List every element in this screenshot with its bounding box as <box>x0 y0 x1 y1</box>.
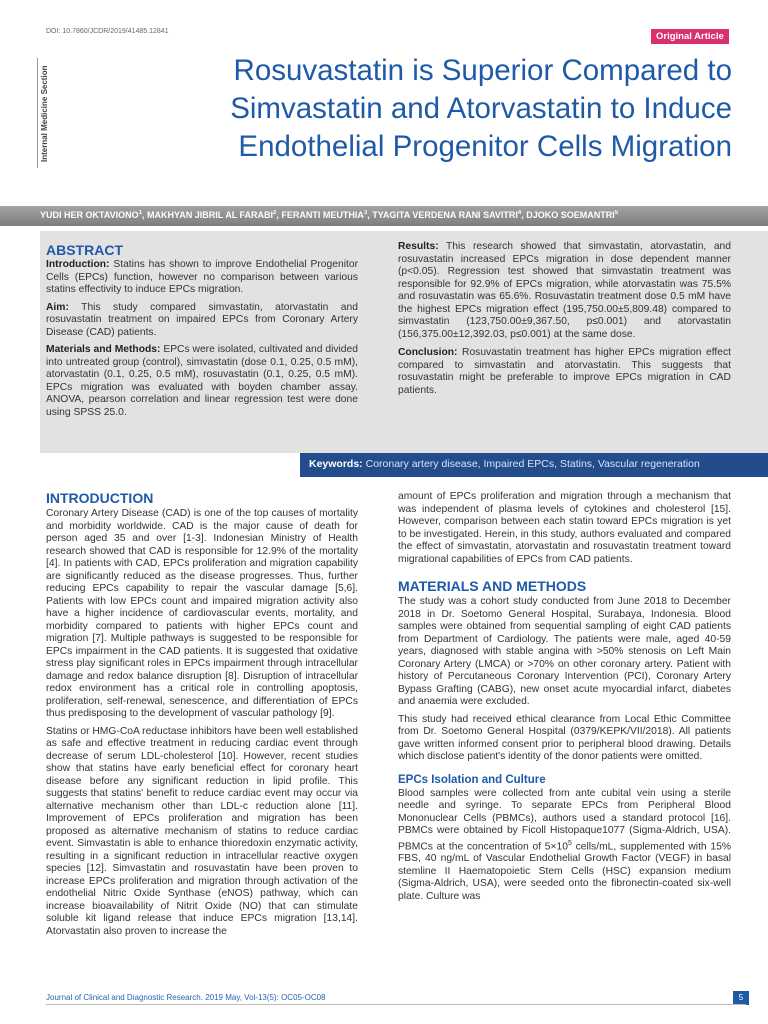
title-line-1: Rosuvastatin is Superior Compared to <box>233 54 732 87</box>
text: cells/mL, supplemented with 15% FBS, 40 ng/mL of Vascular Endothelial Growth Factor (VEGF) in basal stemline II Haematopoietic Stem Cells (HSC) expansion medium (Sigma-Aldrich, USA), were seeded onto the fibronectin-coated six-well plate. Culture was <box>398 840 731 902</box>
title-line-3: Endothelial Progenitor Cells Migration <box>238 130 732 163</box>
page-number: 5 <box>733 991 749 1005</box>
keywords <box>309 458 700 470</box>
superscript: 5 <box>567 839 572 847</box>
author-name: , FERANTI MEUTHIA <box>276 210 364 220</box>
label: Conclusion: <box>398 347 458 358</box>
methods-paragraph: The study was a cohort study conducted from June 2018 to December 2018 in Dr. Soetomo General Hospital, Surabaya, Indonesia. Blood samples were obtained from sequential sampling of eight CAD patients from Department of Cardiology. The patients were male, aged 40-59 years, diagnosed with stable angina with >50% stenosis on Left Main Coronary Artery (LMCA) or >70% on other coronary artery. Patient with history of Percutaneous Coronary Intervention (PCI), Coronary Artery Bypass Grafting (CABG), new onset acute myocardial infarct, diabetes and anaemia were excluded. <box>398 596 731 707</box>
abstract-conclusion <box>398 347 731 397</box>
epcs-isolation-heading: EPCs Isolation and Culture <box>398 773 546 786</box>
methods-heading: MATERIALS AND METHODS <box>398 578 587 594</box>
section-label-text: Internal Medicine Section <box>40 65 49 162</box>
doi-text: DOI: 10.7860/JCDR/2019/41485.12841 <box>46 28 169 35</box>
keywords-label: Keywords: <box>309 458 363 470</box>
label: Aim: <box>46 301 69 313</box>
author-affiliation-mark: 1 <box>138 210 143 216</box>
author-name: , TYAGITA VERDENA RANI SAVITRI <box>367 210 518 220</box>
label: Materials and Methods: <box>46 344 161 355</box>
author-affiliation-mark: 2 <box>273 210 277 216</box>
right-column-body <box>398 491 731 903</box>
label: Results: <box>398 241 439 252</box>
abstract-aim <box>46 302 358 340</box>
abstract-introduction <box>46 259 358 297</box>
abstract-methods <box>46 344 358 419</box>
introduction-paragraph: amount of EPCs proliferation and migration through a mechanism that was independent of plasma levels of cytokines and cholesterol [15]. However, comparison between each statin toward EPCs migration is yet to be investigated. Herein, in this study, authors evaluated and compared the effect of simvastatin, atorvastatin and rosuvastatin treatment toward migrational capabilities of EPCs from CAD patients. <box>398 491 731 565</box>
author-name: , DJOKO SOEMANTRI <box>521 210 615 220</box>
title-line-2: Simvastatin and Atorvastatin to Induce <box>230 92 732 125</box>
label: Introduction: <box>46 259 110 270</box>
introduction-paragraph: Coronary Artery Disease (CAD) is one of the top causes of mortality and morbidity worldwide. CAD is the major cause of death for person aged 35 and over [1-3]. Indonesian Ministry of Health research showed that CAD is responsible for 12.9% of the mortality [4]. In patients with CAD, EPCs proliferation and migration capability are significantly reduced as the disease progresses. Thus, further reducing EPCs capability to repair the vascular damage [5,6]. Patients with low EPCs count and impaired migration activity also have a higher incidence of cardiovascular events, mortality, and morbidity compared to patients with higher EPCs count and migration [7]. Multiple pathways is suggested to be responsible for EPCs impairment in the CAD patients. It is suggested that oxidative stress play significant roles in EPCs impairment through intracellular damage and redox balance disruption [8]. Disruption of intracellular redox environment has a critical role in controlling apoptosis, proliferation, self-renewal, senescence, and differentiation of EPCs thus predisposing to the development of vascular pathology [9]. <box>46 508 358 719</box>
abstract-heading: ABSTRACT <box>46 242 123 258</box>
section-label <box>37 58 60 168</box>
abstract-left-column <box>46 259 358 419</box>
text: This study compared simvastatin, atorvastatin and rosuvastatin treatment on impaired EPCs from Coronary Artery Disease (CAD) patients. <box>46 301 358 338</box>
author-affiliation-mark: 3 <box>363 210 368 216</box>
methods-paragraph <box>398 788 731 904</box>
footer-divider <box>46 1004 746 1005</box>
introduction-section <box>46 490 358 938</box>
author-affiliation-mark: 4 <box>517 210 522 216</box>
text: EPCs were isolated, cultivated and divided into untreated group (control), simvastatin (dose 0.1, 0.25, 0.5 mM), atorvastatin (0.1, 0.25, 0.5 mM), rosuvastatin (0.1, 0.25, 0.5 mM). EPCs migration was evaluated with boyden chamber assay. ANOVA, pearson correlation and linear regression test were done using SPSS 25.0. <box>46 344 358 418</box>
text: This research showed that simvastatin, atorvastatin, and rosuvastatin increased EPCs migration in dose dependent manner (p<0.05). Regression test showed that simvastatin treatment was responsible for 92.9% of EPCs migration, while atorvastatin was 75.5% and rosuvastatin was 65.6%. Rosuvastatin treatment dose 0.5 mM have the highest EPCs migration effect (195,750.00±5,809.48) compared to simvastatin (123,750.00±9,367.50, p≤0.001) and atorvastatin (156,375.00±12,392.03, p≤0.001) at the same dose. <box>398 241 731 340</box>
keywords-value: Coronary artery disease, Impaired EPCs, Statins, Vascular regeneration <box>365 458 700 470</box>
journal-footer: Journal of Clinical and Diagnostic Research. 2019 May, Vol-13(5): OC05-OC08 <box>46 993 326 1002</box>
text: Blood samples were collected from ante cubital vein using a sterile needle and syringe. To separate EPCs from Peripheral Blood Mononuclear Cells (PBMCs), authors used a standard protocol [16]. PBMCs were obtained by Ficoll Histopaque1077 (Sigma-Aldrich, USA). PBMCs at the concentration of 5×10 <box>398 787 731 852</box>
introduction-paragraph: Statins or HMG-CoA reductase inhibitors have been well established as safe and effective treatment in reducing cardiac event through decrease of serum LDL-cholesterol [10]. However, recent studies show that statins have early beneficial effect for coronary heart disease before any significant reduction in lipid profile. This suggests that statins' benefit to reduce cardiac event may occur via alternative mechanism other than LDL-c reduction alone [11]. Improvement of EPCs proliferation and migration has been proposed as alternative mechanism of statins to reduce cardiac event. Simvastatin is able to enhance thioredoxin enzymatic activity, resulting in a significant reduction in intracellular reactive oxygen species [12]. Simvastatin and rosuvastatin have been proven to increase EPCs proliferation and migration through activation of the endothelial Nitric Oxide Synthase (eNOS) pathway, which can increase bioavailability of Nitrit Oxide (NO) that can stimulate soluble kit ligand release that induce EPCs migration [13,14]. Atorvastatin also proven to increase the <box>46 725 358 937</box>
article-type-badge: Original Article <box>651 29 729 44</box>
paper-title <box>150 52 732 166</box>
abstract-results <box>398 241 731 341</box>
author-list <box>40 210 760 220</box>
author-name: , MAKHYAN JIBRIL AL FARABI <box>142 210 274 220</box>
introduction-heading: INTRODUCTION <box>46 490 154 506</box>
methods-paragraph: This study had received ethical clearance from Local Ethic Committee from Dr. Soetomo General Hospital (0379/KEPK/VII/2018). All patients gave written informed consent prior to peripheral blood drawing. Details which disclose patient's identity of the donor patients were omitted. <box>398 713 731 762</box>
author-name: YUDI HER OKTAVIONO <box>40 210 139 220</box>
author-affiliation-mark: 5 <box>614 210 619 216</box>
abstract-right-column <box>398 241 731 397</box>
text: Statins has shown to improve Endothelial Progenitor Cells (EPCs) function, however no comparison between various statins effectivity to induce EPCs migration. <box>46 259 358 295</box>
text: Rosuvastatin treatment has higher EPCs migration effect compared to simvastatin and atorvastatin. This suggests that rosuvastatin might be preferable to improve EPCs migration in CAD patients. <box>398 347 731 396</box>
